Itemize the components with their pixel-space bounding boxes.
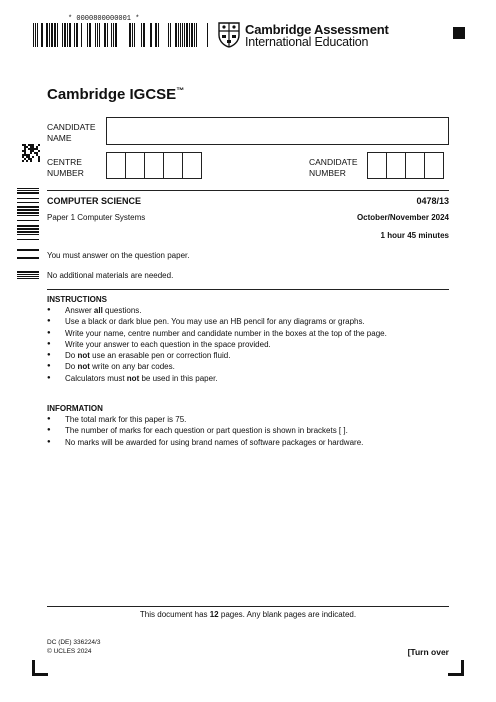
barcode-bar (180, 23, 181, 47)
barcode-bar (74, 23, 75, 47)
barcode-bar (81, 23, 82, 47)
centre-number-cell[interactable] (163, 152, 183, 179)
title-tm: ™ (176, 86, 185, 95)
cambridge-crest-icon (218, 22, 240, 48)
document-reference: DC (DE) 336224/3 (47, 639, 101, 646)
barcode-bar (182, 23, 183, 47)
side-barcode-bar (17, 249, 39, 251)
instruction-text: Answer (65, 306, 94, 315)
side-barcode-bar (17, 228, 39, 230)
barcode-bar (95, 23, 96, 47)
candidate-name-label-2: NAME (47, 132, 72, 143)
side-barcode-bar (17, 192, 39, 194)
barcode-bar (115, 23, 117, 47)
divider-middle (47, 289, 449, 290)
subject-name: COMPUTER SCIENCE (47, 196, 142, 206)
barcode-bar (104, 23, 106, 47)
corner-mark-bottom-left-h (32, 673, 48, 676)
corner-mark-top-right (453, 27, 465, 39)
side-barcode-bar (17, 231, 39, 233)
candidate-name-field[interactable] (106, 117, 449, 145)
barcode-bar (168, 23, 169, 47)
instruction-item (47, 305, 387, 316)
candidate-number-boxes (367, 152, 444, 179)
side-barcode-bar (17, 278, 39, 279)
candidate-name-label (47, 122, 96, 143)
title-text: Cambridge IGCSE (47, 86, 177, 103)
centre-number-cell[interactable] (182, 152, 202, 179)
instructions-list (47, 305, 387, 384)
qr-module (38, 160, 40, 162)
barcode-bar (178, 23, 179, 47)
instruction-item: ● Write your answer to each question in the space provided. (47, 339, 387, 350)
candidate-number-cell[interactable] (367, 152, 387, 179)
barcode-bar (158, 23, 159, 47)
qr-module (32, 156, 34, 158)
barcode-bar (134, 23, 135, 47)
side-barcode-bar (17, 225, 39, 227)
side-barcode-bar (17, 276, 39, 277)
candidate-number-label-1: CANDIDATE (309, 157, 358, 167)
side-barcode-bar (17, 198, 39, 199)
barcode-bar (194, 23, 195, 47)
corner-mark-bottom-right-h (448, 673, 464, 676)
paper-title: Paper 1 Computer Systems (47, 213, 146, 222)
candidate-number-label-2: NUMBER (309, 167, 346, 178)
barcode-bar (41, 23, 43, 47)
document-page-count (0, 610, 496, 619)
qr-module (30, 160, 32, 162)
side-barcode-bar (17, 202, 39, 203)
barcode-bar (143, 23, 145, 47)
side-barcode-bar (17, 274, 39, 275)
barcode-bar (150, 23, 152, 47)
barcode-bar (141, 23, 142, 47)
candidate-number-label (309, 157, 358, 178)
information-heading: INFORMATION (47, 404, 103, 413)
barcode-bar (64, 23, 66, 47)
top-barcode (33, 23, 208, 47)
instruction-text: use an erasable pen or correction fluid. (89, 351, 231, 361)
side-barcode-bar (17, 212, 39, 214)
side-barcode-bar (17, 209, 39, 211)
information-item: ● The number of marks for each question or part question is shown in brackets [ ]. (47, 425, 363, 436)
barcode-bar (111, 23, 112, 47)
centre-number-cell[interactable] (125, 152, 145, 179)
barcode-bar (51, 23, 53, 47)
instruction-item: ● Use a black or dark blue pen. You may use an HB pencil for any diagrams or graphs. (47, 316, 387, 327)
side-barcode-bar (17, 215, 39, 216)
instruction-text: Calculators must (65, 373, 127, 383)
qr-module (26, 160, 28, 162)
barcode-bar (113, 23, 114, 47)
barcode-bar (35, 23, 36, 47)
barcode-bar (49, 23, 50, 47)
information-list (47, 414, 363, 448)
candidate-name-label-1: CANDIDATE (47, 122, 96, 132)
side-barcode-bar (17, 206, 39, 208)
barcode-bar (87, 23, 88, 47)
barcode-bar (191, 23, 193, 47)
barcode-bar (186, 23, 188, 47)
barcode-bar (97, 23, 98, 47)
instruction-item: ● Write your name, centre number and candidate number in the boxes at the top of the page. (47, 328, 387, 339)
qr-code (22, 144, 40, 162)
information-item: ● No marks will be awarded for using brand names of software packages or hardware. (47, 437, 363, 448)
note-answer-on-paper: You must answer on the question paper. (47, 251, 190, 260)
barcode-bar (132, 23, 133, 47)
barcode-bar (184, 23, 185, 47)
centre-number-cell[interactable] (144, 152, 164, 179)
page-title (47, 86, 184, 103)
instruction-text: be used in this paper. (139, 373, 218, 383)
barcode-bar (129, 23, 131, 47)
barcode-bar (170, 23, 171, 47)
instruction-item (47, 361, 387, 372)
turn-over: [Turn over (407, 647, 449, 657)
side-barcode-bar (17, 234, 39, 235)
candidate-number-cell[interactable] (424, 152, 444, 179)
exam-session: October/November 2024 (356, 213, 449, 222)
instruction-emphasis: not (77, 362, 90, 372)
barcode-bar (99, 23, 100, 47)
instruction-item (47, 350, 387, 361)
barcode-bar (107, 23, 108, 47)
side-barcode-bar (17, 271, 39, 273)
page-count-text: pages. Any blank pages are indicated. (218, 610, 357, 619)
centre-number-label-1: CENTRE (47, 157, 82, 167)
barcode-bar (62, 23, 63, 47)
instruction-emphasis: not (126, 373, 140, 383)
copyright: © UCLES 2024 (47, 648, 92, 655)
instruction-text: Do (65, 351, 78, 361)
org-name-line1: Cambridge Assessment (245, 22, 389, 37)
candidate-number-cell[interactable] (405, 152, 425, 179)
subject-code: 0478/13 (416, 196, 449, 206)
instruction-item (47, 373, 387, 384)
divider-footer (47, 606, 449, 607)
instruction-emphasis: not (77, 351, 90, 361)
qr-module (38, 144, 40, 146)
barcode-bar (76, 23, 78, 47)
barcode-number: * 0000800000001 * (68, 15, 140, 23)
note-no-materials: No additional materials are needed. (47, 271, 174, 280)
side-barcode-bar (17, 239, 39, 240)
barcode-bar (67, 23, 68, 47)
instruction-emphasis: all (93, 306, 103, 315)
barcode-bar (155, 23, 157, 47)
qr-module (38, 150, 40, 152)
page-count-number: 12 (209, 610, 219, 619)
barcode-bar (54, 23, 56, 47)
side-barcode-bar (17, 190, 39, 191)
candidate-number-cell[interactable] (386, 152, 406, 179)
instruction-text: questions. (102, 306, 142, 315)
page-count-text: This document has (139, 610, 210, 619)
side-barcode-bar (17, 257, 39, 259)
barcode-bar (207, 23, 208, 47)
barcode-bar (189, 23, 190, 47)
org-name-line2: International Education (245, 35, 369, 49)
barcode-bar (69, 23, 71, 47)
centre-number-cell[interactable] (106, 152, 126, 179)
instructions-heading: INSTRUCTIONS (47, 295, 107, 304)
barcode-bar (37, 23, 38, 47)
divider-top (47, 190, 449, 191)
information-item: ● The total mark for this paper is 75. (47, 414, 363, 425)
barcode-bar (46, 23, 48, 47)
barcode-bar (57, 23, 58, 47)
barcode-bar (89, 23, 91, 47)
barcode-bar (33, 23, 34, 47)
instruction-text: Do (65, 362, 78, 372)
centre-number-label (47, 157, 84, 178)
qr-module (22, 160, 24, 162)
side-barcode-bar (17, 220, 39, 221)
centre-number-boxes (106, 152, 202, 179)
qr-module (30, 152, 32, 154)
side-barcode-bar (17, 188, 39, 189)
barcode-bar (196, 23, 197, 47)
barcode-bar (175, 23, 177, 47)
instruction-text: write on any bar codes. (89, 362, 175, 372)
exam-duration: 1 hour 45 minutes (380, 231, 449, 240)
side-barcode (17, 186, 39, 282)
centre-number-label-2: NUMBER (47, 167, 84, 178)
